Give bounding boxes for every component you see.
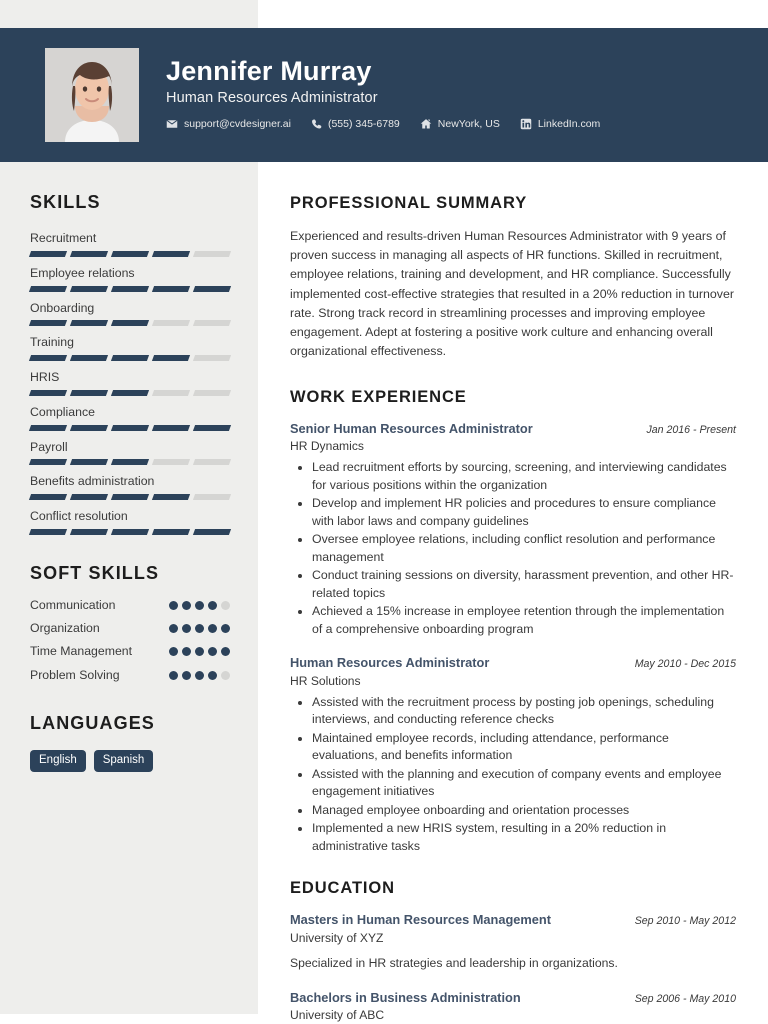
skill-bar-segment xyxy=(29,320,67,326)
rating-dot xyxy=(195,671,204,680)
soft-skill-label: Time Management xyxy=(30,644,133,659)
skill-label: Benefits administration xyxy=(30,474,155,489)
skill-bar-segment xyxy=(193,251,231,257)
skill-label: Compliance xyxy=(30,404,95,419)
summary-text: Experienced and results-driven Human Resources Administrator with 9 years of proven success in managing all aspects of HR functions. Skilled in recruitment, employee relations, training and development, and HR compliance. Successfully implemented cost-effective strategies that resulted in a 20% reduction in turnover rate. Strong track record in streamlining processes and improving employee engagement. Adept at fostering a positive work culture and enhancing overall organizational effectiveness. xyxy=(290,229,735,359)
contact-phone[interactable] xyxy=(311,118,400,130)
rating-dot xyxy=(169,647,178,656)
soft-skill-row xyxy=(30,621,230,636)
skill-bar-segment xyxy=(29,390,67,396)
skill-bar-segment xyxy=(70,425,108,431)
languages-list xyxy=(30,750,230,772)
contact-phone-text: (555) 345-6789 xyxy=(327,118,400,131)
entry-bullet-list xyxy=(290,694,736,855)
skill-row xyxy=(30,370,230,396)
rating-dot xyxy=(208,601,217,610)
contact-row xyxy=(166,118,600,130)
skill-bar-segment xyxy=(111,425,149,431)
soft-skill-label: Organization xyxy=(30,621,100,636)
entry-bullet: • Implemented a new HRIS system, resulting in a 20% reduction in administrative tasks xyxy=(312,820,736,855)
skill-bar-segment xyxy=(111,459,149,465)
experience-entry xyxy=(290,912,736,973)
rating-dot xyxy=(208,647,217,656)
skill-bar-segment xyxy=(152,459,190,465)
skills-heading: SKILLS xyxy=(30,192,101,212)
soft-skill-row xyxy=(30,598,230,613)
skill-row xyxy=(30,405,230,431)
contact-email[interactable] xyxy=(166,118,291,130)
soft-skill-label: Communication xyxy=(30,597,116,612)
main-column xyxy=(258,162,768,1023)
skill-bar-segment xyxy=(70,390,108,396)
soft-skill-rating xyxy=(169,598,230,610)
top-strip xyxy=(0,0,258,28)
skill-bar-segment xyxy=(70,355,108,361)
skill-level-bar xyxy=(30,320,230,326)
language-chip: English xyxy=(30,750,86,772)
skill-bar-segment xyxy=(193,425,231,431)
phone-icon xyxy=(311,118,322,130)
entry-date: Sep 2006 - May 2010 xyxy=(634,992,736,1005)
rating-dot xyxy=(169,624,178,633)
skills-list xyxy=(30,231,230,535)
education-heading: EDUCATION xyxy=(290,879,395,898)
entry-bullet-list xyxy=(290,459,736,638)
skill-row xyxy=(30,509,230,535)
skill-bar-segment xyxy=(70,494,108,500)
entry-bullet: • Develop and implement HR policies and procedures to ensure compliance with labor laws and company guidelines xyxy=(312,495,736,530)
entry-organization: University of XYZ xyxy=(290,930,384,945)
skill-bar-segment xyxy=(70,286,108,292)
skill-bar-segment xyxy=(152,425,190,431)
skill-label: HRIS xyxy=(30,370,60,384)
entry-bullet: • Assisted with the recruitment process by posting job openings, scheduling interviews, and conducting reference checks xyxy=(312,694,736,729)
entry-bullet: • Conduct training sessions on diversity, harassment prevention, and other HR-related topics xyxy=(312,567,736,602)
skill-bar-segment xyxy=(29,529,67,535)
rating-dot xyxy=(182,647,191,656)
skill-bar-segment xyxy=(152,390,190,396)
skill-bar-segment xyxy=(111,286,149,292)
soft-skills-heading: SOFT SKILLS xyxy=(30,562,160,583)
person-role: Human Resources Administrator xyxy=(166,90,378,107)
skill-bar-segment xyxy=(29,494,67,500)
skill-level-bar xyxy=(30,494,230,500)
rating-dot xyxy=(195,601,204,610)
avatar xyxy=(45,48,139,142)
skill-bar-segment xyxy=(111,251,149,257)
skill-level-bar xyxy=(30,355,230,361)
skill-bar-segment xyxy=(193,320,231,326)
header-text-block xyxy=(166,56,600,134)
envelope-icon xyxy=(166,118,178,130)
entry-title: Human Resources Administrator xyxy=(290,655,490,670)
skill-row xyxy=(30,301,230,327)
home-icon xyxy=(420,118,432,130)
contact-location-text: NewYork, US xyxy=(437,118,500,131)
experience-entry xyxy=(290,990,736,1024)
skill-bar-segment xyxy=(70,459,108,465)
soft-skill-rating xyxy=(169,621,230,633)
entry-header xyxy=(290,912,736,929)
entry-bullet: • Assisted with the planning and execution of company events and employee engagement initiatives xyxy=(312,766,736,801)
skill-label: Employee relations xyxy=(30,265,135,280)
skill-row xyxy=(30,440,230,466)
skill-bar-segment xyxy=(152,286,190,292)
entry-header xyxy=(290,990,736,1007)
entry-header xyxy=(290,655,736,672)
entry-bullet: • Achieved a 15% increase in employee retention through the implementation of a comprehensive onboarding program xyxy=(312,603,736,638)
rating-dot xyxy=(195,624,204,633)
skill-level-bar xyxy=(30,286,230,292)
experience-entry xyxy=(290,655,736,855)
summary-heading: PROFESSIONAL SUMMARY xyxy=(290,194,528,212)
skill-bar-segment xyxy=(70,251,108,257)
resume-header xyxy=(0,28,768,162)
rating-dot xyxy=(195,647,204,656)
contact-linkedin-text: LinkedIn.com xyxy=(537,118,601,131)
entry-title: Bachelors in Business Administration xyxy=(290,989,521,1005)
entry-date: Jan 2016 - Present xyxy=(646,423,736,436)
skill-bar-segment xyxy=(152,355,190,361)
skill-bar-segment xyxy=(111,355,149,361)
soft-skill-row xyxy=(30,668,230,683)
language-chip: Spanish xyxy=(94,750,154,772)
entry-organization: HR Solutions xyxy=(290,673,361,688)
skill-bar-segment xyxy=(193,355,231,361)
rating-dot xyxy=(182,601,191,610)
entry-header xyxy=(290,421,736,438)
skill-label: Training xyxy=(30,335,74,350)
skill-bar-segment xyxy=(193,529,231,535)
skill-bar-segment xyxy=(193,286,231,292)
skill-bar-segment xyxy=(193,390,231,396)
skill-label: Conflict resolution xyxy=(30,509,128,523)
rating-dot xyxy=(208,624,217,633)
skill-row xyxy=(30,231,230,257)
rating-dot xyxy=(182,624,191,633)
entry-note: Specialized in HR strategies and leadership in organizations. xyxy=(290,955,618,970)
skill-bar-segment xyxy=(111,390,149,396)
rating-dot xyxy=(208,671,217,680)
rating-dot xyxy=(221,671,230,680)
skill-bar-segment xyxy=(29,425,67,431)
skill-bar-segment xyxy=(111,529,149,535)
skill-level-bar xyxy=(30,425,230,431)
work-list xyxy=(290,421,736,855)
experience-entry xyxy=(290,421,736,638)
skill-label: Recruitment xyxy=(30,231,97,245)
skill-bar-segment xyxy=(111,494,149,500)
avatar-photo-icon xyxy=(45,48,139,142)
work-heading: WORK EXPERIENCE xyxy=(290,387,467,406)
linkedin-icon xyxy=(520,118,532,130)
skill-bar-segment xyxy=(29,355,67,361)
skill-level-bar xyxy=(30,251,230,257)
skill-bar-segment xyxy=(152,320,190,326)
skill-level-bar xyxy=(30,529,230,535)
rating-dot xyxy=(221,601,230,610)
contact-email-text: support@cvdesigner.ai xyxy=(184,118,291,131)
skill-bar-segment xyxy=(152,251,190,257)
contact-location[interactable] xyxy=(420,118,500,130)
contact-linkedin[interactable] xyxy=(520,118,600,130)
rating-dot xyxy=(169,601,178,610)
languages-heading: LANGUAGES xyxy=(30,713,155,734)
skill-bar-segment xyxy=(111,320,149,326)
skill-bar-segment xyxy=(70,320,108,326)
entry-bullet: • Oversee employee relations, including conflict resolution and performance management xyxy=(312,531,736,566)
skill-row xyxy=(30,474,230,500)
skill-bar-segment xyxy=(152,529,190,535)
soft-skills-list xyxy=(30,598,230,683)
entry-bullet: • Maintained employee records, including attendance, performance evaluations, and benefits information xyxy=(312,730,736,765)
skill-label: Payroll xyxy=(30,439,68,454)
entry-organization: University of ABC xyxy=(290,1008,385,1023)
entry-bullet: • Managed employee onboarding and orientation processes xyxy=(312,802,736,819)
entry-bullet: • Lead recruitment efforts by sourcing, screening, and interviewing candidates for various positions within the organization xyxy=(312,459,736,494)
skill-bar-segment xyxy=(29,459,67,465)
education-list xyxy=(290,912,736,1024)
skill-bar-segment xyxy=(152,494,190,500)
soft-skill-rating xyxy=(169,668,230,680)
entry-organization: HR Dynamics xyxy=(290,439,364,454)
skill-row xyxy=(30,266,230,292)
rating-dot xyxy=(182,671,191,680)
sidebar xyxy=(0,162,258,1014)
soft-skill-rating xyxy=(169,644,230,656)
rating-dot xyxy=(221,624,230,633)
soft-skill-label: Problem Solving xyxy=(30,667,120,682)
skill-row xyxy=(30,335,230,361)
soft-skill-row xyxy=(30,644,230,659)
entry-date: Sep 2010 - May 2012 xyxy=(634,915,736,928)
skill-label: Onboarding xyxy=(30,300,95,315)
rating-dot xyxy=(221,647,230,656)
entry-title: Masters in Human Resources Management xyxy=(290,912,551,928)
skill-bar-segment xyxy=(193,459,231,465)
skill-level-bar xyxy=(30,390,230,396)
entry-title: Senior Human Resources Administrator xyxy=(290,420,533,436)
entry-date: May 2010 - Dec 2015 xyxy=(634,658,736,670)
skill-level-bar xyxy=(30,459,230,465)
skill-bar-segment xyxy=(29,286,67,292)
rating-dot xyxy=(169,671,178,680)
skill-bar-segment xyxy=(70,529,108,535)
skill-bar-segment xyxy=(29,251,67,257)
skill-bar-segment xyxy=(193,494,231,500)
person-name: Jennifer Murray xyxy=(166,55,372,86)
